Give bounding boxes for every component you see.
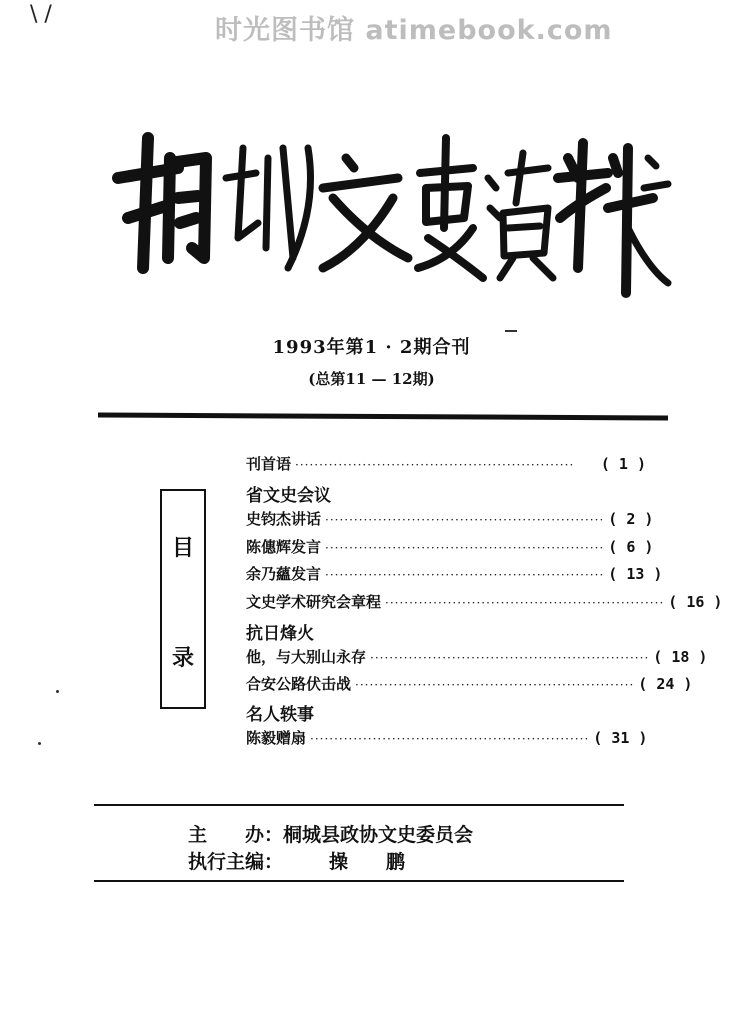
toc-entry-page: ( 18 ) [653,648,708,666]
toc-entry-page: ( 2 ) [608,510,654,528]
toc-leader-dots: ·························································· [370,651,650,665]
toc-entry-title: 余乃蘊发言 [246,565,322,583]
toc-leader-dots: ·························································· [295,458,575,472]
toc-entry [246,453,646,477]
sponsor-row [188,820,473,847]
masthead-calligraphy [108,118,668,318]
toc-entry-title: 史钧杰讲话 [246,510,322,528]
toc-leader-dots: ·························································· [355,678,635,692]
toc-label-bottom: 录 [171,646,194,671]
toc-entry-title: 刊首语 [246,455,292,473]
toc-entry [246,563,663,587]
editor-label: 执行主编： [188,851,284,873]
sponsor-value: 桐城县政协文史委员会 [283,824,474,846]
toc-entry-title: 他，与大别山永存 [246,648,367,666]
toc-leader-dots: ·························································· [325,568,605,582]
calligraphy-strokes [108,118,668,318]
header-rule [98,413,668,421]
sponsor-label: 主 办： [188,824,284,846]
toc-entry-title: 陈毅赠扇 [246,729,307,747]
footer-rule-top [94,804,624,806]
toc-entry-page: ( 16 ) [668,593,723,611]
issue-line: 1993年第1 · 2期合刊 [272,337,471,358]
toc-section-heading: 省文史会议 [246,486,331,506]
scan-speck [56,690,59,693]
watermark: 时光图书馆 atimebook.com [215,15,613,46]
toc-entry [246,591,723,615]
toc-entry [246,646,708,670]
toc-leader-dots: ·························································· [310,732,590,746]
toc-entry-page: ( 24 ) [638,675,693,693]
footer-rule-bottom [94,880,624,882]
toc-leader-dots: ·························································· [385,596,665,610]
editor-value: 操 鹏 [329,851,406,873]
scan-speck [38,742,41,745]
toc-leader-dots: ·························································· [325,541,605,555]
issue-total: (总第11 — 12期) [308,370,435,388]
corner-mark: \ / [30,2,52,27]
masthead-title [108,118,668,119]
toc-section-heading: 抗日烽火 [246,624,314,644]
toc-entry-page: ( 31 ) [593,729,648,747]
toc-entry-title: 合安公路伏击战 [246,675,352,693]
toc-entry [246,508,654,532]
editor-row [188,847,405,874]
toc-section-heading: 名人轶事 [246,705,314,725]
toc-entry-page: ( 6 ) [608,538,654,556]
toc-label-top: 目 [171,536,194,561]
toc-entry [246,536,654,560]
toc-entry-title: 陈僡辉发言 [246,538,322,556]
toc-label-box [160,489,206,709]
toc-entry-page: ( 13 ) [608,565,663,583]
toc-entry-page: ( 1 ) [600,455,646,473]
toc-entry [246,673,693,697]
toc-entry [246,727,646,751]
toc-entry-title: 文史学术研究会章程 [246,593,382,611]
toc-leader-dots: ·························································· [325,513,605,527]
scan-speck [505,330,517,332]
